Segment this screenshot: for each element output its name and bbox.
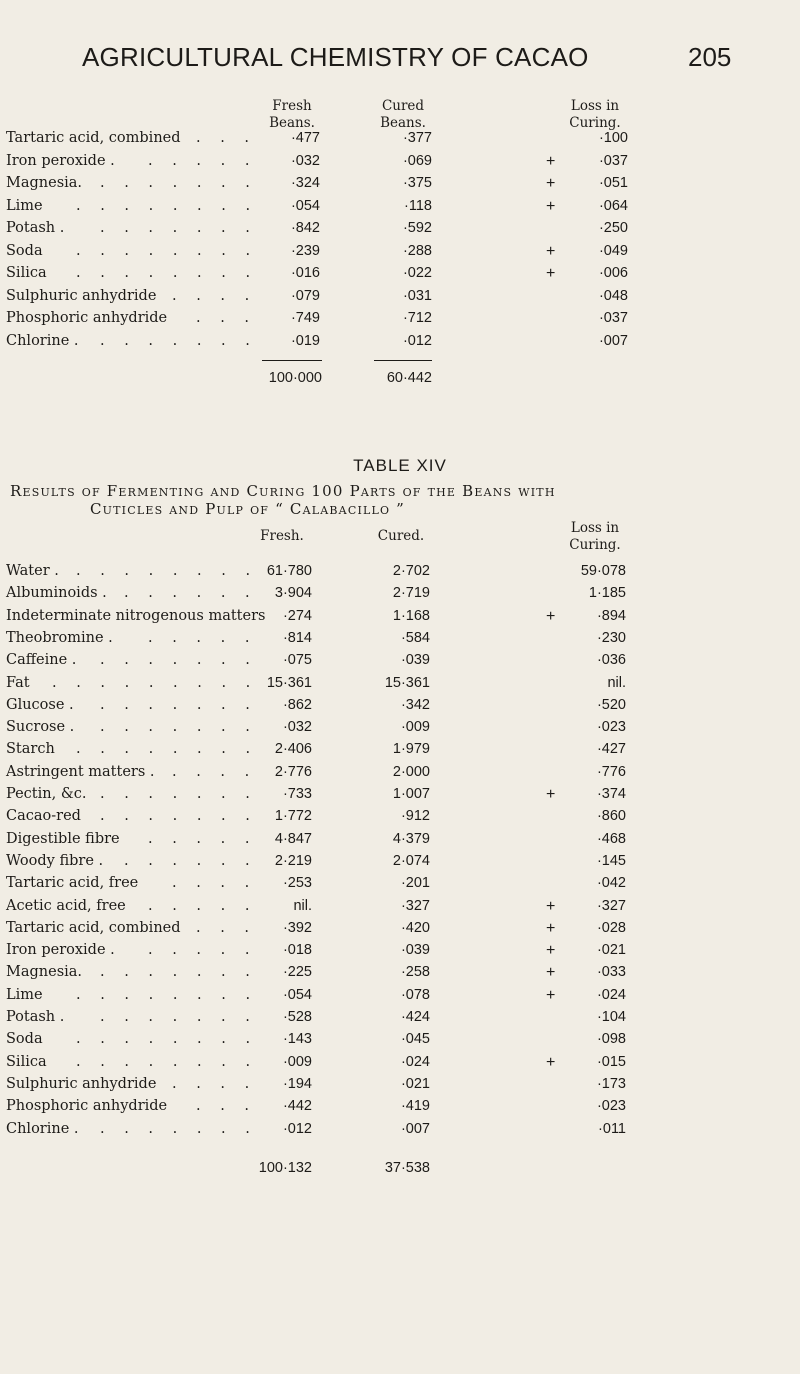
leader-dots: ..... [148,152,270,169]
table-row [0,175,800,197]
cell-fresh: ·225 [282,964,312,981]
cell-fresh: 61·780 [266,563,312,579]
table-row [0,310,800,332]
leader-dots: ..... [148,942,270,959]
leader-dots: .... [172,763,269,780]
leader-dots: ..... [148,830,270,847]
cell-fresh: ·009 [282,1053,312,1070]
table-row [0,675,800,697]
row-label: Phosphoric anhydride [6,310,168,326]
table-row [0,333,800,355]
row-label: Starch [6,741,55,758]
cell-loss: ·100 [598,130,628,146]
cell-cured: 2·000 [392,763,430,780]
row-label: Indeterminate nitrogenous matters [6,607,266,624]
row-label: Sulphuric anhydride [6,287,157,304]
cell-loss: ·015 [596,1053,626,1070]
row-label: Chlorine . [6,1120,79,1137]
cell-cured: ·045 [400,1031,430,1048]
table-row [0,920,800,942]
cell-cured: 1·007 [392,786,430,802]
table-row [0,1076,800,1098]
cell-fresh: ·143 [282,1031,312,1048]
sign-marker: + [546,1053,556,1071]
cell-loss: ·011 [598,1120,626,1137]
table-row [0,288,800,310]
cell-cured: 15·361 [384,674,430,691]
t1-total-rule-cured [374,360,432,361]
leader-dots: .... [172,1075,269,1092]
row-label: Magnesia. [6,175,83,191]
cell-cured: ·078 [400,986,430,1003]
leader-dots: ....... [100,175,270,191]
leader-dots: ....... [100,808,270,825]
sign-marker: + [546,265,556,282]
t1-header-loss: Loss in Curing. [569,98,621,131]
leader-dots: ........ [76,986,270,1003]
sign-marker: + [546,786,556,803]
table-row [0,652,800,674]
t1-total-rule-fresh [262,360,322,361]
cell-fresh: ·324 [290,175,320,191]
row-label: Soda [6,1031,43,1048]
cell-cured: 2·702 [392,563,430,579]
leader-dots: ... [196,1098,269,1115]
leader-dots: ... [196,310,269,326]
cell-loss: ·145 [596,852,626,869]
cell-cured: 4·379 [392,830,430,847]
leader-dots: ........ [76,242,270,259]
cell-fresh: ·194 [282,1075,312,1092]
cell-loss: ·051 [598,175,628,191]
sign-marker: + [546,242,556,260]
table-row [0,697,800,719]
leader-dots: ........ [76,741,270,758]
cell-loss: ·860 [596,808,626,825]
row-label: Acetic acid, free [6,897,126,914]
cell-loss: ·173 [596,1075,626,1092]
cell-fresh: ·016 [290,265,320,281]
cell-cured: ·012 [402,332,432,349]
cell-cured: ·712 [402,310,432,326]
cell-cured: ·420 [400,919,430,936]
cell-fresh: ·032 [282,719,312,736]
cell-loss: 1·185 [588,585,626,602]
leader-dots: ....... [100,1120,270,1137]
leader-dots: ....... [100,719,270,736]
table-row [0,563,800,585]
cell-loss: ·098 [596,1031,626,1048]
cell-cured: ·069 [402,152,432,169]
cell-fresh: ·392 [282,919,312,936]
cell-fresh: ·274 [282,607,312,624]
cell-loss: ·230 [596,629,626,646]
row-label: Phosphoric anhydride [6,1098,168,1115]
t2-header-cured: Cured. [377,528,425,544]
table-row [0,741,800,763]
cell-fresh: ·733 [282,786,312,802]
leader-dots: ..... [148,897,270,914]
row-label: Theobromine . [6,629,113,646]
t2-header-loss: Loss in Curing. [569,520,621,553]
table-row [0,265,800,287]
cell-loss: nil. [607,674,626,691]
cell-loss: ·776 [596,763,626,780]
table2-title: TABLE XIV [353,456,447,475]
cell-loss: ·520 [596,696,626,713]
cell-cured: ·007 [400,1120,430,1137]
cell-fresh: 2·776 [274,763,312,780]
cell-loss: ·104 [596,1009,626,1025]
cell-fresh: ·019 [290,332,320,349]
row-label: Chlorine . [6,332,79,349]
leader-dots: .... [172,875,269,892]
cell-fresh: 2·406 [274,741,312,758]
cell-loss: ·037 [598,152,628,169]
leader-dots: ....... [100,1009,270,1025]
sign-marker: + [546,919,556,937]
cell-loss: ·468 [596,830,626,847]
cell-cured: 1·979 [392,741,430,758]
running-head [0,42,800,82]
leader-dots: ..... [148,629,270,646]
row-label: Iron peroxide . [6,942,115,959]
table-row [0,898,800,920]
cell-cured: ·201 [400,875,430,892]
sign-marker: + [546,964,556,982]
t1-header-cured: Cured Beans. [380,98,426,131]
cell-fresh: ·814 [282,629,312,646]
row-label: Soda [6,242,43,259]
t2-total-cured: 37·538 [384,1160,430,1176]
sign-marker: + [546,986,556,1004]
cell-fresh: 2·219 [274,852,312,869]
row-label: Glucose . [6,696,74,713]
cell-cured: 2·719 [392,585,430,602]
cell-fresh: ·032 [290,152,320,169]
leader-dots: ....... [100,786,270,802]
table-row [0,808,800,830]
t1-header-fresh: Fresh Beans. [269,98,315,131]
cell-loss: ·064 [598,197,628,214]
cell-fresh: ·253 [282,875,312,892]
sign-marker: + [546,607,556,625]
leader-dots: ....... [100,652,270,669]
table-row [0,964,800,986]
cell-cured: ·584 [400,629,430,646]
cell-fresh: ·862 [282,696,312,713]
row-label: Digestible fibre [6,830,120,847]
cell-loss: ·023 [596,1098,626,1115]
t1-total-cured: 60·442 [386,370,432,386]
cell-loss: ·006 [598,265,628,281]
row-label: Tartaric acid, combined [6,130,181,146]
leader-dots: ....... [100,696,270,713]
cell-fresh: ·477 [290,130,320,146]
cell-cured: ·327 [400,897,430,914]
row-label: Magnesia. [6,964,83,981]
row-label: Lime [6,986,43,1003]
leader-dots: ........ [76,265,270,281]
running-head-title: AGRICULTURAL CHEMISTRY OF CACAO [82,42,589,72]
table-row [0,853,800,875]
table-row [0,786,800,808]
cell-fresh: ·442 [282,1098,312,1115]
table-row [0,1054,800,1076]
cell-loss: ·042 [596,875,626,892]
cell-cured: ·288 [402,242,432,259]
table-row [0,1121,800,1143]
cell-cured: ·342 [400,696,430,713]
cell-loss: ·033 [596,964,626,981]
cell-fresh: nil. [293,897,312,914]
t1-total-fresh: 100·000 [268,370,322,386]
cell-loss: ·037 [598,310,628,326]
table-row [0,1098,800,1120]
table-row [0,153,800,175]
cell-fresh: 4·847 [274,830,312,847]
row-label: Potash . [6,220,65,236]
row-label: Sulphuric anhydride [6,1075,157,1092]
table-row [0,585,800,607]
cell-loss: ·021 [596,942,626,959]
table-row [0,719,800,741]
cell-fresh: 15·361 [266,674,312,691]
table-row [0,942,800,964]
cell-cured: 1·168 [392,607,430,624]
cell-cured: ·375 [402,175,432,191]
t2-header-fresh: Fresh. [260,528,304,544]
cell-fresh: ·075 [282,652,312,669]
leader-dots: ... [196,919,269,936]
leader-dots: ....... [100,332,270,349]
table-row [0,198,800,220]
cell-cured: ·118 [404,197,432,214]
sign-marker: + [546,175,556,192]
cell-loss: ·427 [596,741,626,758]
cell-cured: ·022 [402,265,432,281]
cell-fresh: ·018 [282,942,312,959]
row-label: Silica [6,265,47,281]
leader-dots: ....... [100,964,270,981]
leader-dots: ........ [76,563,270,579]
row-label: Silica [6,1053,47,1070]
cell-fresh: 1·772 [274,808,312,825]
row-label: Iron peroxide . [6,152,115,169]
leader-dots: ... [196,130,269,146]
table-row [0,130,800,152]
cell-loss: ·024 [596,986,626,1003]
table-row [0,987,800,1009]
cell-loss: ·250 [598,220,628,236]
row-label: Woody fibre . [6,852,104,869]
cell-fresh: ·528 [282,1009,312,1025]
leader-dots: ....... [100,220,270,236]
table-row [0,630,800,652]
cell-loss: ·048 [598,287,628,304]
table-row [0,608,800,630]
table-row [0,1009,800,1031]
table-row [0,220,800,242]
cell-loss: ·894 [596,607,626,624]
cell-fresh: ·054 [290,197,320,214]
cell-cured: ·024 [400,1053,430,1070]
table-row [0,831,800,853]
row-label: Tartaric acid, combined [6,919,181,936]
cell-cured: ·592 [402,220,432,236]
leader-dots: ......... [52,674,270,691]
leader-dots: ........ [76,1031,270,1048]
row-label: Tartaric acid, free [6,875,139,892]
table-row [0,764,800,786]
t2-total-fresh: 100·132 [258,1160,312,1176]
cell-cured: ·031 [402,287,432,304]
row-label: Lime [6,197,43,214]
leader-dots: ........ [76,197,270,214]
cell-fresh: ·239 [290,242,320,259]
table-row [0,243,800,265]
sign-marker: + [546,897,556,915]
leader-dots: .... [172,287,269,304]
cell-cured: ·009 [400,719,430,736]
leader-dots: ........ [76,1053,270,1070]
row-label: Caffeine . [6,652,77,669]
cell-cured: ·021 [400,1075,430,1092]
row-label: Sucrose . [6,719,75,736]
table2-caption-line2: Cuticles and Pulp of “ Calabacillo ” [90,500,406,518]
cell-loss: ·374 [596,786,626,802]
cell-cured: ·912 [400,808,430,825]
cell-fresh: ·054 [282,986,312,1003]
table-row [0,875,800,897]
cell-fresh: ·749 [290,310,320,326]
cell-cured: ·419 [400,1098,430,1115]
cell-loss: ·036 [596,652,626,669]
cell-fresh: ·842 [290,220,320,236]
cell-fresh: 3·904 [274,585,312,602]
sign-marker: + [546,152,556,170]
cell-loss: ·028 [596,919,626,936]
row-label: Water . [6,563,59,579]
cell-fresh: ·012 [282,1120,312,1137]
row-label: Potash . [6,1009,65,1025]
cell-loss: ·049 [598,242,628,259]
row-label: Albuminoids . [6,585,107,602]
cell-cured: ·424 [400,1009,430,1025]
page-number: 205 [688,42,732,72]
cell-cured: ·258 [400,964,430,981]
table-row [0,1031,800,1053]
cell-cured: ·377 [402,130,432,146]
cell-loss: ·007 [598,332,628,349]
cell-cured: 2·074 [392,852,430,869]
cell-loss: ·023 [596,719,626,736]
cell-fresh: ·079 [290,287,320,304]
sign-marker: + [546,942,556,960]
leader-dots: ...... [124,585,270,602]
row-label: Astringent matters . [6,763,155,780]
table2-caption-line1: Results of Fermenting and Curing 100 Parts of the Beans with [10,482,556,500]
leader-dots: ...... [124,852,270,869]
cell-cured: ·039 [400,942,430,959]
cell-loss: 59·078 [580,563,626,579]
cell-cured: ·039 [400,652,430,669]
row-label: Fat [6,674,30,691]
sign-marker: + [546,197,556,215]
row-label: Pectin, &c. [6,786,87,802]
row-label: Cacao-red [6,808,81,825]
cell-loss: ·327 [596,897,626,914]
